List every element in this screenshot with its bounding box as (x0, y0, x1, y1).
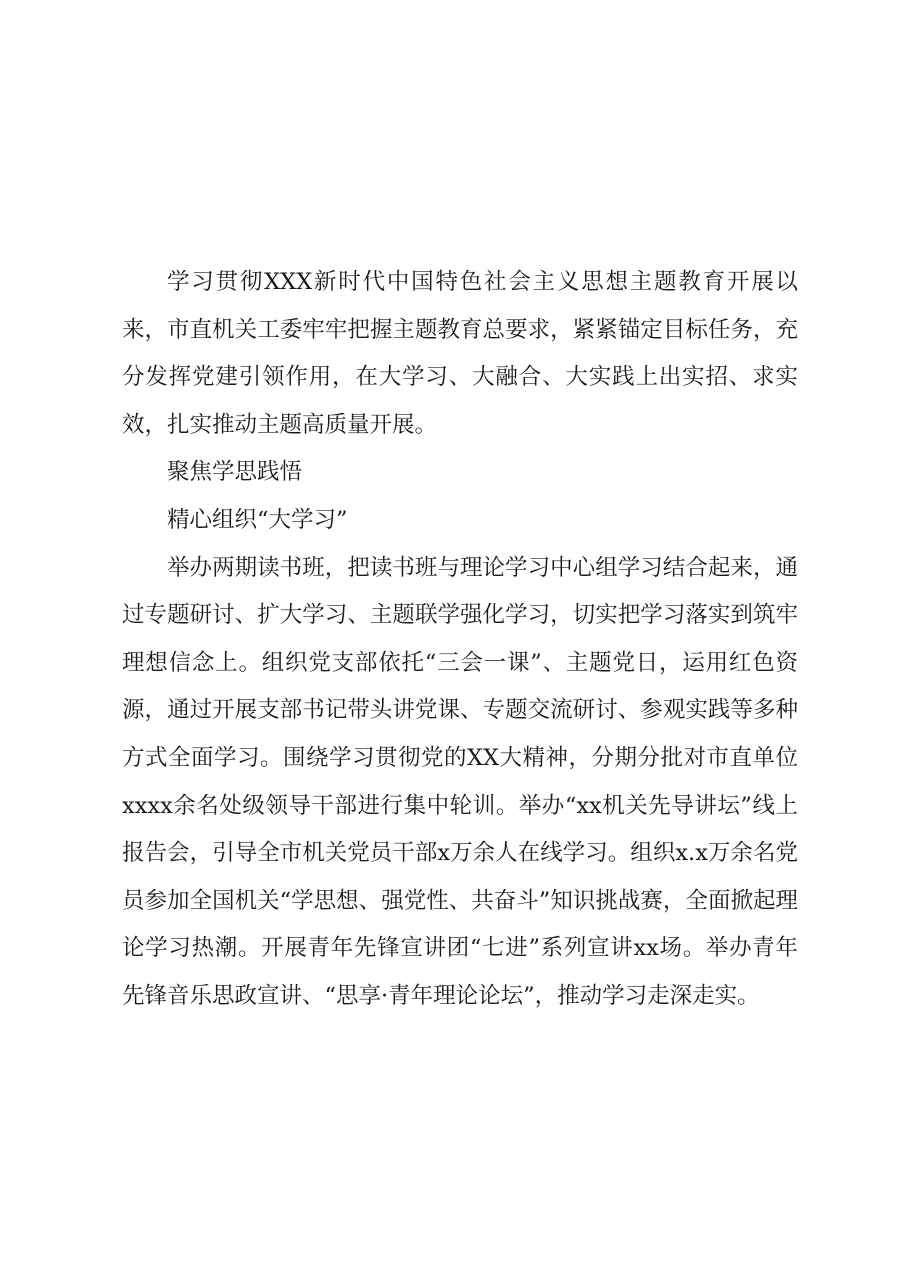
intro-paragraph: 学习贯彻XXX新时代中国特色社会主义思想主题教育开展以来，市直机关工委牢牢把握主题教育总要求，紧紧锚定目标任务，充分发挥党建引领作用，在大学习、大融合、大实践上出实招、求实效，扎实推动主题高质量开展。 (122, 269, 798, 438)
body-paragraph: 举办两期读书班，把读书班与理论学习中心组学习结合起来，通过专题研讨、扩大学习、主题联学强化学习，切实把学习落实到筑牢理想信念上。组织党支部依托“三会一课”、主题党日，运用红色资源，通过开展支部书记带头讲党课、专题交流研讨、参观实践等多种方式全面学习。围绕学习贯彻党的XX大精神，分期分批对市直单位xxxx余名处级领导干部进行集中轮训。举办“xx机关先导讲坛”线上报告会，引导全市机关党员干部x万余人在线学习。组织x.x万余名党员参加全国机关“学思想、强党性、共奋斗”知识挑战赛，全面掀起理论学习热潮。开展青年先锋宣讲团“七进”系列宣讲xx场。举办青年先锋音乐思政宣讲、“思享·青年理论论坛”，推动学习走深走实。 (122, 554, 798, 1009)
document-body (122, 259, 798, 1021)
section-heading: 聚焦学思践悟 (167, 459, 303, 486)
subsection-heading: 精心组织“大学习” (167, 506, 348, 533)
